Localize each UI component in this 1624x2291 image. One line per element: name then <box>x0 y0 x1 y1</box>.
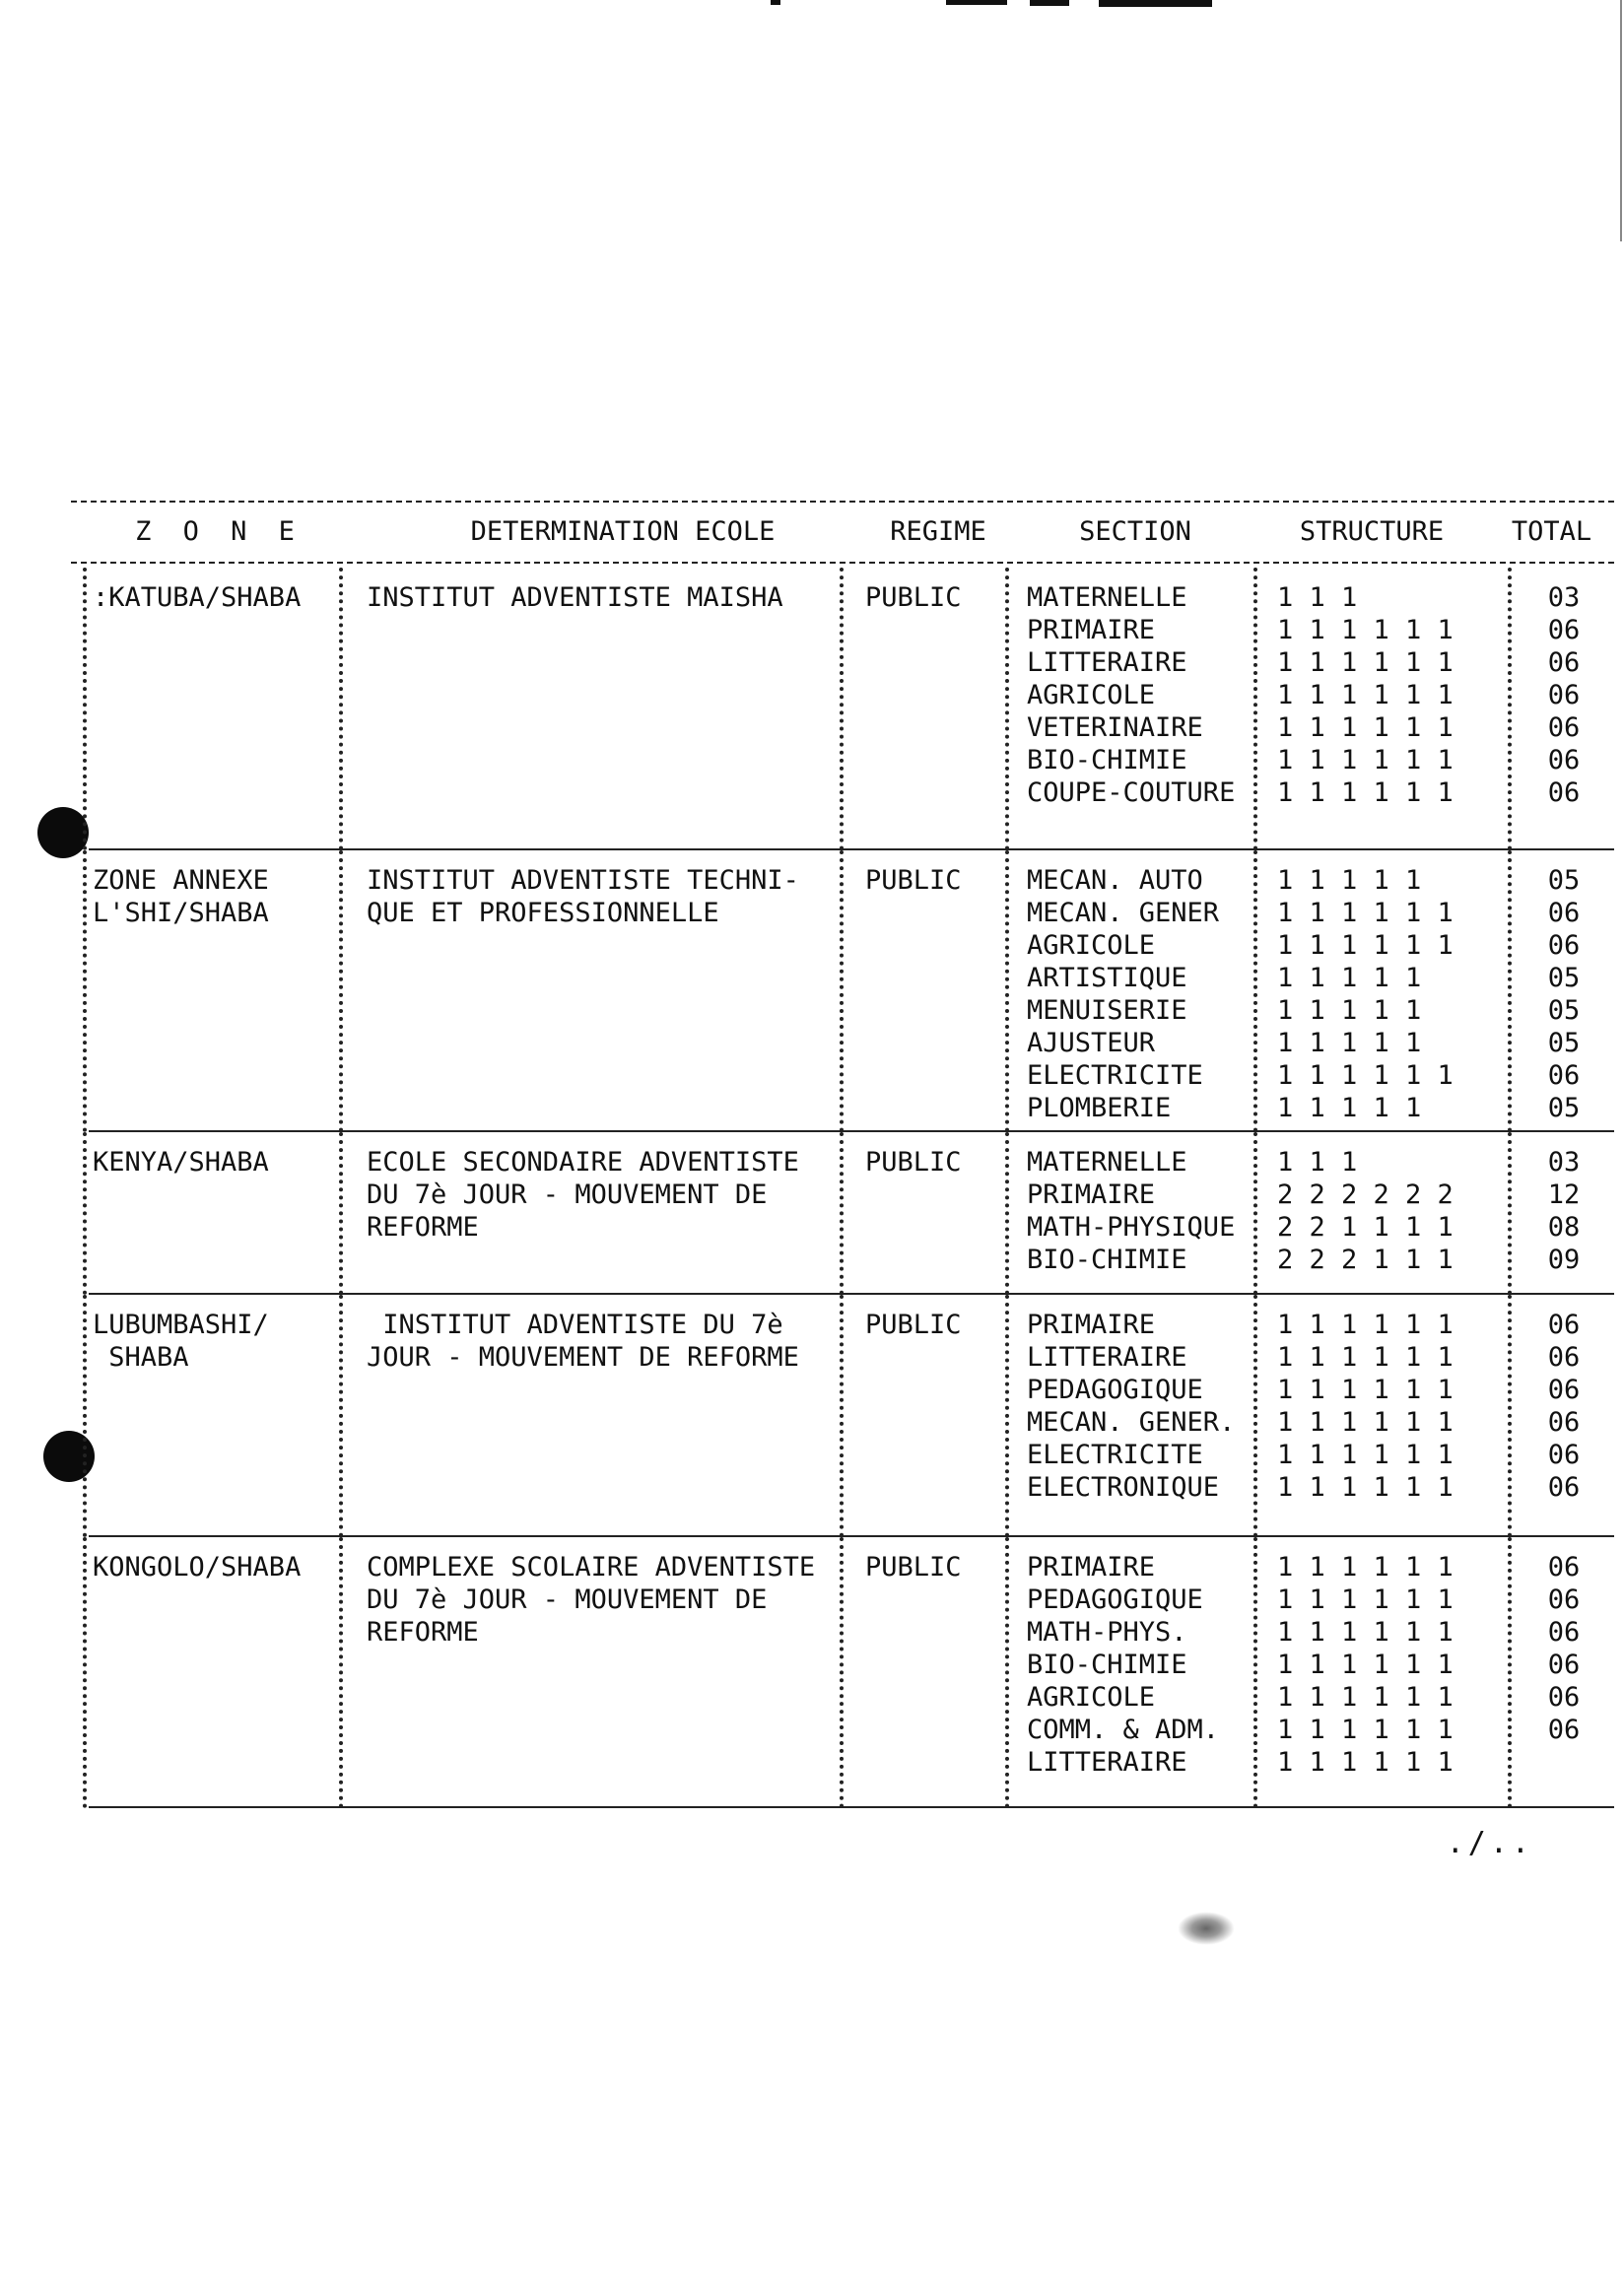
total-value: 06 <box>1547 1310 1581 1340</box>
structure-value: 1 1 1 1 1 1 <box>1277 898 1454 928</box>
section-name: ELECTRICITE <box>1027 1440 1203 1470</box>
scan-mark <box>1030 0 1069 6</box>
section-name: AGRICOLE <box>1027 680 1156 710</box>
scan-mark <box>771 0 780 5</box>
column-divider <box>1005 1537 1009 1808</box>
section-name: BIO-CHIMIE <box>1027 745 1187 775</box>
column-divider <box>339 568 343 850</box>
section-name: MECAN. AUTO <box>1027 865 1203 896</box>
structure-value: 1 1 1 1 1 1 <box>1277 1747 1454 1778</box>
regime-cell: PUBLIC <box>865 1147 962 1178</box>
zone-cell: KONGOLO/SHABA <box>93 1552 302 1583</box>
total-value: 06 <box>1547 745 1581 775</box>
header-ecole: DETERMINATION ECOLE <box>470 516 776 547</box>
total-value: 06 <box>1547 615 1581 645</box>
total-value: 06 <box>1547 1617 1581 1648</box>
table-row <box>71 1132 1614 1295</box>
structure-value: 1 1 1 1 1 1 <box>1277 1650 1454 1680</box>
column-divider <box>840 1295 844 1537</box>
section-name: VETERINAIRE <box>1027 712 1203 743</box>
zone-cell: ZONE ANNEXE L'SHI/SHABA <box>93 865 269 928</box>
section-name: MATH-PHYSIQUE <box>1027 1212 1236 1243</box>
structure-value: 1 1 1 1 1 1 <box>1277 1472 1454 1503</box>
total-value: 06 <box>1547 1472 1581 1503</box>
total-value: 06 <box>1547 1650 1581 1680</box>
column-divider <box>1253 1295 1257 1537</box>
section-name: ELECTRICITE <box>1027 1060 1203 1091</box>
total-value: 06 <box>1547 898 1581 928</box>
column-divider <box>840 1537 844 1808</box>
header-section: SECTION <box>1079 516 1191 547</box>
structure-value: 2 2 1 1 1 1 <box>1277 1212 1454 1243</box>
total-value: 06 <box>1547 647 1581 678</box>
structure-value: 1 1 1 1 1 1 <box>1277 930 1454 961</box>
scan-mark <box>1099 0 1212 7</box>
total-value: 06 <box>1547 1584 1581 1615</box>
column-divider <box>1253 850 1257 1132</box>
row-separator <box>89 1806 1614 1808</box>
section-name: COUPE-COUTURE <box>1027 777 1236 808</box>
section-name: COMM. & ADM. <box>1027 1715 1220 1745</box>
scan-mark <box>1620 0 1622 241</box>
total-value: 06 <box>1547 1375 1581 1405</box>
table-row <box>71 568 1614 850</box>
column-divider <box>339 1132 343 1295</box>
column-divider <box>1005 568 1009 850</box>
structure-value: 1 1 1 1 1 <box>1277 963 1422 993</box>
column-divider <box>83 1537 87 1808</box>
total-value: 05 <box>1547 963 1581 993</box>
structure-value: 1 1 1 1 1 1 <box>1277 777 1454 808</box>
structure-value: 1 1 1 1 1 1 <box>1277 1552 1454 1583</box>
regime-cell: PUBLIC <box>865 1552 962 1583</box>
total-value: 06 <box>1547 1682 1581 1713</box>
header-regime: REGIME <box>890 516 986 547</box>
total-value: 05 <box>1547 995 1581 1026</box>
scan-mark <box>946 0 1007 5</box>
total-value: 06 <box>1547 1715 1581 1745</box>
column-divider <box>1005 1295 1009 1537</box>
total-value: 05 <box>1547 1028 1581 1058</box>
section-name: MENUISERIE <box>1027 995 1187 1026</box>
section-name: ELECTRONIQUE <box>1027 1472 1220 1503</box>
column-divider <box>1508 568 1512 850</box>
header-zone: Z O N E <box>135 516 303 547</box>
table-row <box>71 850 1614 1132</box>
section-name: BIO-CHIMIE <box>1027 1650 1187 1680</box>
structure-value: 1 1 1 1 1 1 <box>1277 712 1454 743</box>
column-divider <box>1253 1132 1257 1295</box>
structure-value: 1 1 1 1 1 1 <box>1277 1715 1454 1745</box>
section-name: BIO-CHIMIE <box>1027 1245 1187 1275</box>
section-name: MATERNELLE <box>1027 582 1187 613</box>
section-name: ARTISTIQUE <box>1027 963 1187 993</box>
column-divider <box>1005 1132 1009 1295</box>
total-value: 03 <box>1547 1147 1581 1178</box>
header-underline <box>71 562 1614 564</box>
column-divider <box>1253 1537 1257 1808</box>
total-value: 06 <box>1547 777 1581 808</box>
regime-cell: PUBLIC <box>865 582 962 613</box>
structure-value: 1 1 1 1 1 1 <box>1277 1584 1454 1615</box>
structure-value: 1 1 1 1 1 1 <box>1277 1440 1454 1470</box>
structure-value: 1 1 1 1 1 1 <box>1277 745 1454 775</box>
section-name: PRIMAIRE <box>1027 1310 1156 1340</box>
regime-cell: PUBLIC <box>865 865 962 896</box>
section-name: AJUSTEUR <box>1027 1028 1156 1058</box>
column-divider <box>1253 568 1257 850</box>
ecole-cell: INSTITUT ADVENTISTE DU 7è JOUR - MOUVEMENT DE REFORME <box>367 1310 799 1373</box>
ecole-cell: INSTITUT ADVENTISTE TECHNI- QUE ET PROFESSIONNELLE <box>367 865 799 928</box>
ecole-cell: COMPLEXE SCOLAIRE ADVENTISTE DU 7è JOUR - MOUVEMENT DE REFORME <box>367 1552 816 1648</box>
column-divider <box>339 1295 343 1537</box>
table-top-border <box>71 501 1614 503</box>
zone-cell: LUBUMBASHI/ SHABA <box>93 1310 269 1373</box>
total-value: 05 <box>1547 1093 1581 1123</box>
section-name: PRIMAIRE <box>1027 1552 1156 1583</box>
structure-value: 1 1 1 1 1 <box>1277 1093 1422 1123</box>
total-value: 06 <box>1547 1342 1581 1373</box>
total-value: 12 <box>1547 1179 1581 1210</box>
total-value: 06 <box>1547 712 1581 743</box>
column-divider <box>1508 1132 1512 1295</box>
section-name: AGRICOLE <box>1027 1682 1156 1713</box>
total-value: 09 <box>1547 1245 1581 1275</box>
column-divider <box>840 850 844 1132</box>
scan-stain <box>1178 1912 1235 1945</box>
section-name: LITTERAIRE <box>1027 1342 1187 1373</box>
total-value: 06 <box>1547 1440 1581 1470</box>
total-value: 06 <box>1547 1552 1581 1583</box>
structure-value: 1 1 1 1 1 1 <box>1277 1407 1454 1438</box>
structure-value: 1 1 1 1 1 1 <box>1277 1342 1454 1373</box>
column-divider <box>83 1132 87 1295</box>
structure-value: 1 1 1 1 1 1 <box>1277 615 1454 645</box>
total-value: 05 <box>1547 865 1581 896</box>
section-name: PEDAGOGIQUE <box>1027 1584 1203 1615</box>
structure-value: 1 1 1 1 1 1 <box>1277 647 1454 678</box>
structure-value: 1 1 1 <box>1277 582 1358 613</box>
column-divider <box>1005 850 1009 1132</box>
section-name: MECAN. GENER. <box>1027 1407 1236 1438</box>
section-name: PLOMBERIE <box>1027 1093 1172 1123</box>
section-name: LITTERAIRE <box>1027 647 1187 678</box>
header-structure: STRUCTURE <box>1299 516 1445 547</box>
column-divider <box>83 1295 87 1537</box>
column-divider <box>840 568 844 850</box>
column-divider <box>339 850 343 1132</box>
total-value: 06 <box>1547 930 1581 961</box>
column-divider <box>1508 850 1512 1132</box>
ecole-cell: ECOLE SECONDAIRE ADVENTISTE DU 7è JOUR - MOUVEMENT DE REFORME <box>367 1147 799 1243</box>
structure-value: 1 1 1 1 1 1 <box>1277 1617 1454 1648</box>
total-value: 06 <box>1547 1060 1581 1091</box>
section-name: PEDAGOGIQUE <box>1027 1375 1203 1405</box>
total-value: 06 <box>1547 1407 1581 1438</box>
section-name: AGRICOLE <box>1027 930 1156 961</box>
table-header <box>71 510 1614 560</box>
total-value: 08 <box>1547 1212 1581 1243</box>
structure-value: 2 2 2 1 1 1 <box>1277 1245 1454 1275</box>
structure-value: 1 1 1 1 1 <box>1277 995 1422 1026</box>
section-name: MATERNELLE <box>1027 1147 1187 1178</box>
table-row <box>71 1537 1614 1808</box>
structure-value: 1 1 1 1 1 1 <box>1277 1375 1454 1405</box>
column-divider <box>840 1132 844 1295</box>
total-value: 06 <box>1547 680 1581 710</box>
structure-value: 1 1 1 <box>1277 1147 1358 1178</box>
structure-value: 1 1 1 1 1 1 <box>1277 680 1454 710</box>
section-name: LITTERAIRE <box>1027 1747 1187 1778</box>
structure-value: 1 1 1 1 1 <box>1277 1028 1422 1058</box>
structure-value: 1 1 1 1 1 1 <box>1277 1682 1454 1713</box>
structure-value: 1 1 1 1 1 1 <box>1277 1060 1454 1091</box>
structure-value: 1 1 1 1 1 1 <box>1277 1310 1454 1340</box>
regime-cell: PUBLIC <box>865 1310 962 1340</box>
structure-value: 2 2 2 2 2 2 <box>1277 1179 1454 1210</box>
column-divider <box>1508 1537 1512 1808</box>
section-name: PRIMAIRE <box>1027 1179 1156 1210</box>
column-divider <box>1508 1295 1512 1537</box>
continuation-mark: ./.. <box>1446 1826 1533 1860</box>
section-name: MECAN. GENER <box>1027 898 1220 928</box>
zone-cell: KENYA/SHABA <box>93 1147 269 1178</box>
zone-cell: :KATUBA/SHABA <box>93 582 302 613</box>
ecole-cell: INSTITUT ADVENTISTE MAISHA <box>367 582 783 613</box>
section-name: PRIMAIRE <box>1027 615 1156 645</box>
column-divider <box>339 1537 343 1808</box>
section-name: MATH-PHYS. <box>1027 1617 1187 1648</box>
structure-value: 1 1 1 1 1 <box>1277 865 1422 896</box>
column-divider <box>83 850 87 1132</box>
column-divider <box>83 568 87 850</box>
header-total: TOTAL <box>1511 516 1592 547</box>
table-row <box>71 1295 1614 1537</box>
total-value: 03 <box>1547 582 1581 613</box>
